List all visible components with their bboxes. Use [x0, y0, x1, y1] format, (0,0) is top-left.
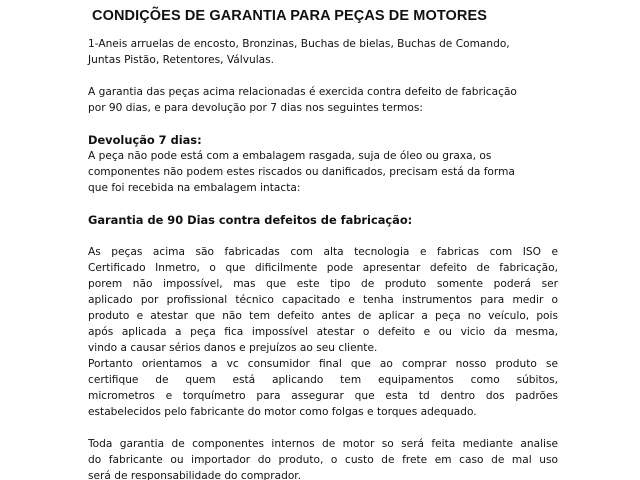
text-line: estabelecidos pelo fabricante do motor como folgas e torques adequado. — [88, 406, 477, 418]
text-line: vindo a causar sérios danos e prejuízos ao seu cliente. — [88, 342, 378, 354]
text-line: componentes não podem estes riscados ou danificados, precisam está da forma — [88, 166, 515, 178]
text-line: que foi recebida na embalagem intacta: — [88, 182, 301, 194]
text-line: após aplicada a peça fica impossível atestar o defeito e ou vicio da mesma, — [88, 326, 558, 338]
text-line: A peça não pode está com a embalagem rasgada, suja de óleo ou graxa, os — [88, 150, 492, 162]
page-title: CONDIÇÕES DE GARANTIA PARA PEÇAS DE MOTORES — [92, 8, 488, 24]
document-body — [88, 36, 558, 480]
text-line: porem não impossível, mas que este tipo de produto somente poderá ser — [88, 278, 558, 290]
text-line: certifique de quem está aplicando tem equipamentos como súbitos, — [88, 374, 558, 386]
text-line: será de responsabilidade do comprador. — [88, 470, 302, 480]
text-line: Portanto orientamos a vc consumidor final que ao comprar nosso produto se — [88, 358, 558, 370]
warranty-paragraph — [88, 244, 558, 356]
text-line: produto e atestar que não tem defeito antes de aplicar a peça no veículo, pois — [88, 310, 558, 322]
text-line: As peças acima são fabricadas com alta tecnologia e fabricas com ISO e — [88, 246, 558, 258]
text-line: Certificado Inmetro, o que dificilmente pode apresentar defeito de fabricação, — [88, 262, 558, 274]
text-line: aplicado por profissional técnico capacitado e tenha instrumentos para medir o — [88, 294, 558, 306]
text-line: do fabricante ou importador do produto, o custo de frete em caso de mal uso — [88, 454, 558, 466]
final-paragraph — [88, 436, 558, 480]
text-line: micrometros e torquímetro para assegurar que esta td dentro dos padrões — [88, 390, 558, 402]
text-line: Juntas Pistão, Retentores, Válvulas. — [88, 54, 275, 66]
return-paragraph — [88, 148, 558, 196]
return-heading: Devolução 7 dias: — [88, 133, 202, 147]
warranty-heading: Garantia de 90 Dias contra defeitos de fabricação: — [88, 213, 413, 227]
text-line: por 90 dias, e para devolução por 7 dias nos seguintes termos: — [88, 102, 423, 114]
text-line: 1-Aneis arruelas de encosto, Bronzinas, Buchas de bielas, Buchas de Comando, — [88, 38, 510, 50]
text-line: Toda garantia de componentes internos de motor so será feita mediante analise — [88, 438, 558, 450]
text-line: A garantia das peças acima relacionadas é exercida contra defeito de fabricação — [88, 86, 517, 98]
guarantee-intro-paragraph — [88, 84, 558, 116]
consumer-paragraph — [88, 356, 558, 420]
parts-list-paragraph — [88, 36, 558, 68]
